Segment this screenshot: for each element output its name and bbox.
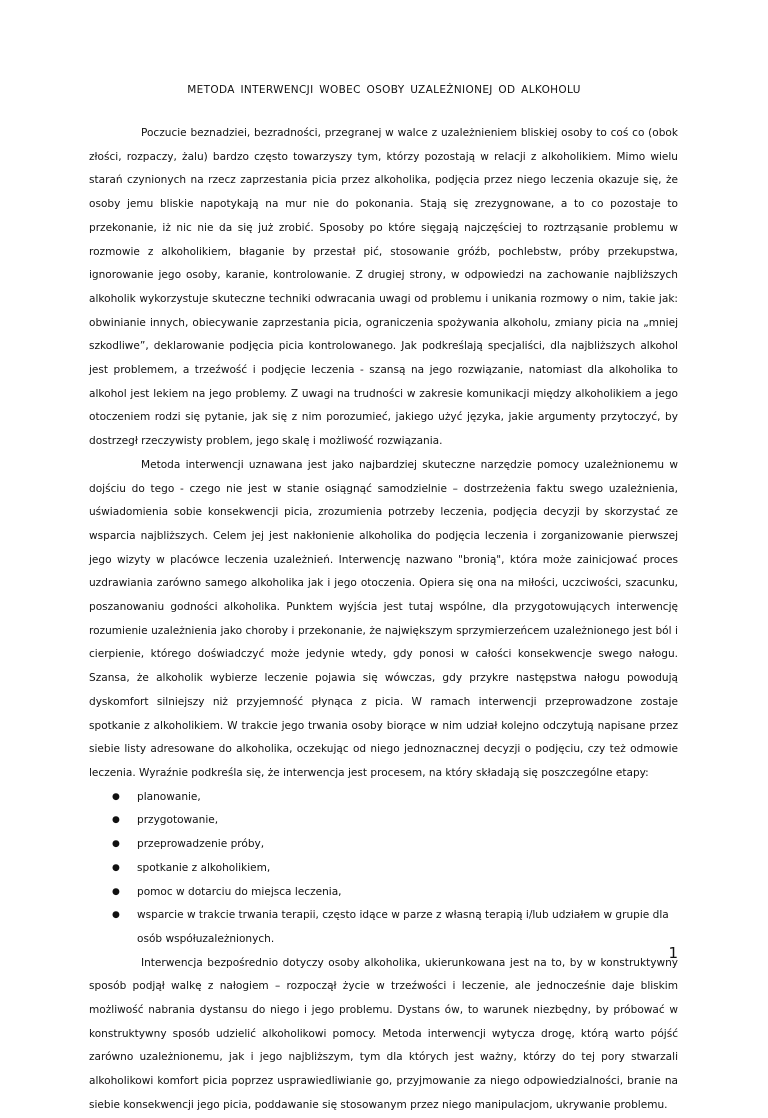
bullet-icon: ● <box>112 839 120 850</box>
paragraph-method: Metoda interwencji uznawana jest jako najbardziej skuteczne narzędzie pomocy uzależnionemu w dojściu do tego - czego nie jest w stanie osiągnąć samodzielnie – dostrzeżenia faktu swego uzależnienia, uświadomienia sobie konsekwencji picia, zrozumienia potrzeby leczenia, podjęcia decyzji by skorzystać ze wsparcia najbliższych. Celem jej jest nakłonienie alkoholika do podjęcia leczenia i zorganizowanie pierwszej jego wizyty w placówce leczenia uzależnień. Interwencję nazwano "bronią", która może zainicjować proces uzdrawiania zarówno samego alkoholika jak i jego otoczenia. Opiera się ona na miłości, uczciwości, szacunku, poszanowaniu godności alkoholika. Punktem wyjścia jest tutaj wspólne, dla przygotowujących interwencję rozumienie uzależnienia jako choroby i przekonanie, że największym sprzymierzeńcem uzależnionego jest ból i cierpienie, którego doświadczyć może jedynie wtedy, gdy ponosi w całości konsekwencje swego nałogu. Szansa, że alkoholik wybierze leczenie pojawia się wówczas, gdy przykre następstwa nałogu powodują dyskomfort silniejszy niż przyjemność płynąca z picia. W ramach interwencji przeprowadzone zostaje spotkanie z alkoholikiem. W trakcie jego trwania osoby biorące w nim udział kolejno odczytują napisane przez siebie listy adresowane do alkoholika, oczekując od niego jednoznacznej decyzji o podjęciu, czy też odmowie leczenia. Wyraźnie podkreśla się, że interwencja jest procesem, na który składają się poszczególne etapy: <box>89 458 678 779</box>
paragraph-intro: Poczucie beznadziei, bezradności, przegranej w walce z uzależnieniem bliskiej osoby to coś co (obok złości, rozpaczy, żalu) bardzo często towarzyszy tym, którzy pozostają w relacji z alkoholikiem. Mimo wielu starań czynionych na rzecz zaprzestania picia przez alkoholika, podjęcia przez niego leczenia okazuje się, że osoby jemu bliskie napotykają na mur nie do pokonania. Stają się zrezygnowane, a to co pozostaje to przekonanie, iż nic nie da się już zrobić. Sposoby po które sięgają najczęściej to roztrząsanie problemu w rozmowie z alkoholikiem, błaganie by przestał pić, stosowanie gróźb, pochlebstw, próby przekupstwa, ignorowanie jego osoby, karanie, kontrolowanie. Z drugiej strony, w odpowiedzi na zachowanie najbliższych alkoholik wykorzystuje skuteczne techniki odwracania uwagi od problemu i unikania rozmowy o nim, takie jak: obwinianie innych, obiecywanie zaprzestania picia, ograniczenia spożywania alkoholu, zmiany picia na „mniej szkodliwe”, deklarowanie podjęcia picia kontrolowanego. Jak podkreślają specjaliści, dla najbliższych alkohol jest problemem, a trzeźwość i podjęcie leczenia - szansą na jego rozwiązanie, natomiast dla alkoholika to alkohol jest lekiem na jego problemy. Z uwagi na trudności w zakresie komunikacji między alkoholikiem a jego otoczeniem rodzi się pytanie, jak się z nim porozumieć, jakiego użyć języka, jakie argumenty przytoczyć, by dostrzegł rzeczywisty problem, jego skalę i możliwość rozwiązania. <box>89 127 678 448</box>
bullet-icon: ● <box>112 815 120 826</box>
list-item-text: planowanie, <box>137 790 201 803</box>
page-number: 1 <box>668 944 678 962</box>
list-item <box>89 881 678 905</box>
list-item <box>89 809 678 833</box>
list-item <box>89 833 678 857</box>
list-item-text: przeprowadzenie próby, <box>137 838 265 851</box>
list-item-text: przygotowanie, <box>137 814 219 827</box>
paragraph-closing: Interwencja bezpośrednio dotyczy osoby alkoholika, ukierunkowana jest na to, by w konstruktywny sposób podjął walkę z nałogiem – rozpoczął życie w trzeźwości i leczenie, ale jednocześnie daje bliskim możliwość nabrania dystansu do niego i jego problemu. Dystans ów, to warunek niezbędny, by próbować w konstruktywny sposób udzielić alkoholikowi pomocy. Metoda interwencji wytycza drogę, którą warto pójść zarówno uzależnionemu, jak i jego najbliższym, tym dla których jest ważny, którzy do tej pory stwarzali alkoholikowi komfort picia poprzez usprawiedliwianie go, przyjmowanie za niego odpowiedzialności, branie na siebie konsekwencji jego picia, poddawanie się stosowanym przez niego manipulacjom, ukrywanie problemu. <box>89 956 678 1111</box>
bullet-icon: ● <box>112 862 120 873</box>
document-title: METODA INTERWENCJI WOBEC OSOBY UZALEŻNIONEJ OD ALKOHOLU <box>187 84 581 96</box>
list-item-text: wsparcie w trakcie trwania terapii, często idące w parze z własną terapią i/lub udziałem w grupie dla osób współuzależnionych. <box>137 909 669 945</box>
intervention-steps-list <box>89 786 678 952</box>
list-item <box>89 786 678 810</box>
bullet-icon: ● <box>112 910 120 921</box>
list-item-text: pomoc w dotarciu do miejsca leczenia, <box>137 885 342 898</box>
bullet-icon: ● <box>112 791 120 802</box>
bullet-icon: ● <box>112 886 120 897</box>
document-body <box>89 122 678 1118</box>
list-item-text: spotkanie z alkoholikiem, <box>137 861 271 874</box>
list-item <box>89 904 678 951</box>
list-item <box>89 857 678 881</box>
